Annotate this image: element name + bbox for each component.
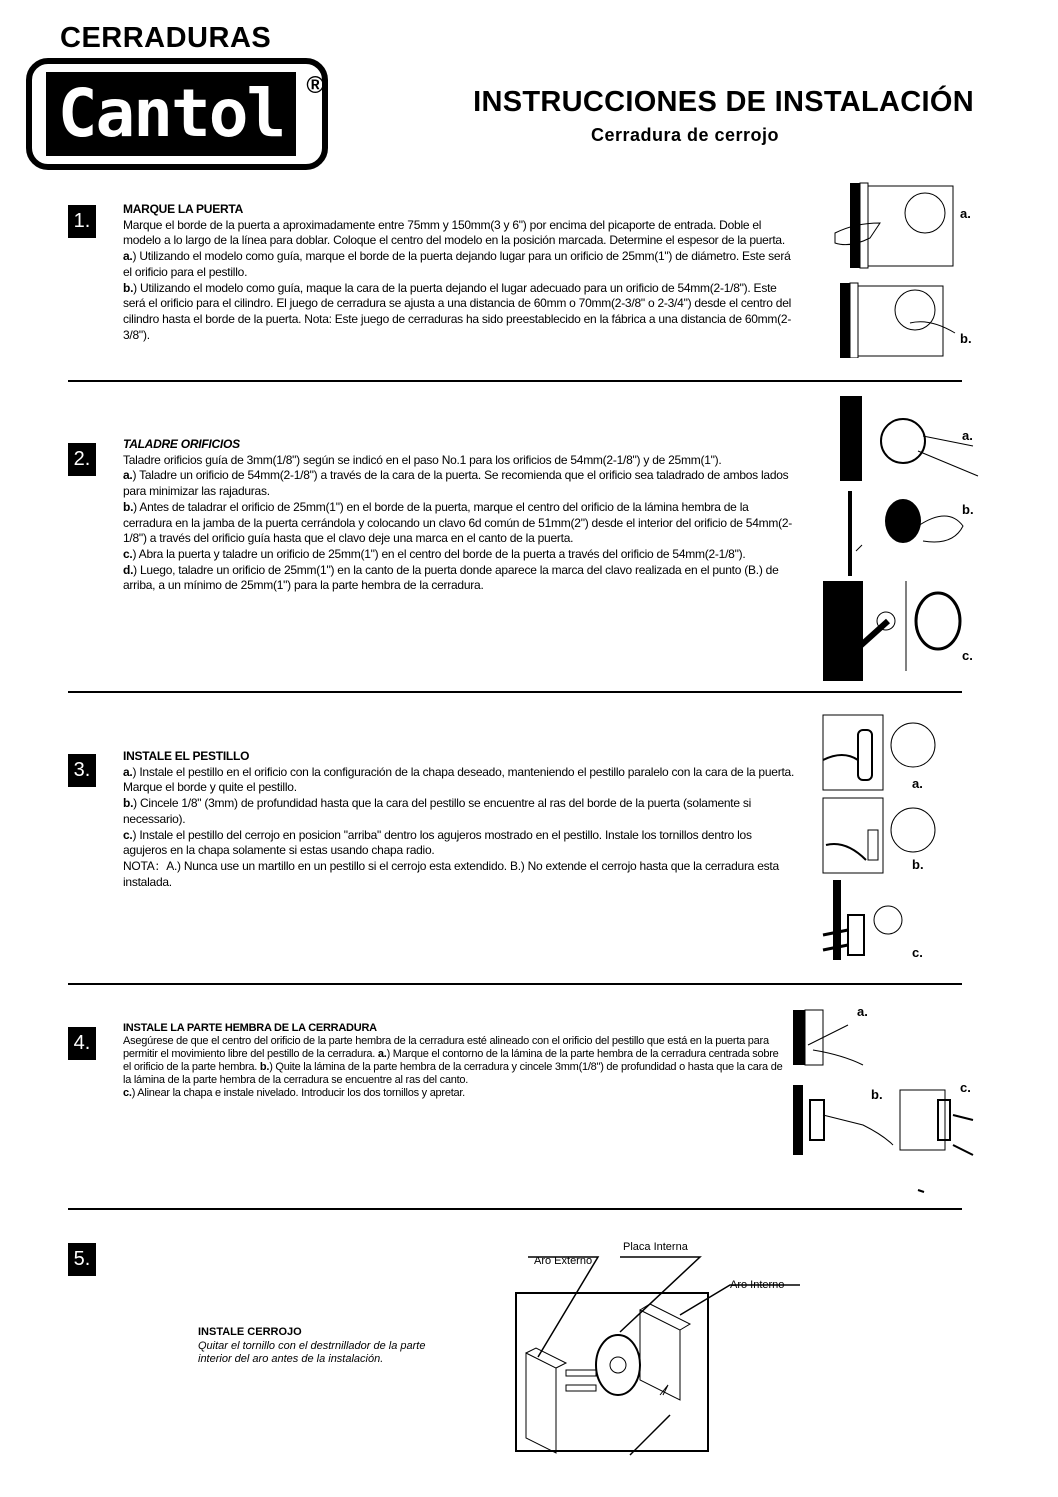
step-3-heading: INSTALE EL PESTILLO (123, 749, 250, 763)
step-3-figure-label-b: b. (912, 857, 924, 872)
step-5-heading: INSTALE CERROJO (198, 1326, 302, 1338)
step-1-illustration (830, 178, 960, 358)
step-number-1: 1. (68, 205, 96, 238)
step-3-item-c: c.) Instale el pestillo del cerrojo en posicion "arriba" dentro los agujeros mostrado en el pestillo. Instale los tornillos dentro los agujeros en la chapa solamente si estas usando chapa radio. (123, 827, 752, 858)
step-2-figure-label-a: a. (962, 428, 973, 443)
step-4-body: Asegúrese de que el centro del orificio de la parte hembra de la cerradura esté alineado con el orificio del pestillo que está en la puerta para permitir el movimiento libre del pestillo de la cerradura. a.) Marque el contorno de la lámina de la parte hembra de la cerradura centrada sobre el orificio de la parte hembra. b.) Quite la lámina de la parte hembra de la cerradura y cincele 3mm(1/8") de profundidad o hasta que la cara de la lámina de la parte hembra de la cerradura se encuentre al ras del canto. (123, 1035, 783, 1086)
brand-line: CERRADURAS (60, 22, 272, 54)
step-2-heading: TALADRE ORIFICIOS (123, 437, 240, 451)
step-3-figure-label-c: c. (912, 945, 923, 960)
step-3-illustration (818, 710, 958, 970)
step-2-item-b: b.) Antes de taladrar el orificio de 25mm(1") en el borde de la puerta, marque el centro del orificio de la lámina hembra de la cerradura en la jamba de la puerta cerrándola y colocando un clavo 6d común de 51mm(2") desde el interior del orificio de 54mm(2-1/8") a través del orificio guía hasta que el clavo deje una marca en el canto de la puerta. (123, 499, 793, 546)
step-3-figure-label-a: a. (912, 776, 923, 791)
step-2-item-a: a.) Taladre un orificio de 54mm(2-1/8") a través de la cara de la puerta. Se recomienda que el orificio sea taladrado de ambos lados para minimizar las rajaduras. (123, 468, 789, 499)
step-1-item-a: a.) Utilizando el modelo como guía, marque el borde de la puerta dejando lugar para un orificio de 25mm(1") de diámetro. Este será el orificio para el pestillo. (123, 249, 791, 279)
step-2-intro: Taladre orificios guía de 3mm(1/8") según se indicó en el paso No.1 para los orificios de 54mm(2-1/8") y de 25mm(1"). (123, 452, 722, 467)
step-4-illustration (788, 1005, 978, 1200)
step-3-item-a: a.) Instale el pestillo en el orificio con la configuración de la chapa deseado, manteniendo el pestillo paralelo con la cara de la puerta. Marque el borde y quite el pestillo. (123, 764, 795, 795)
step-5-description: Quitar el tornillo con el destrnillador de la parte interior del aro antes de la instalación. (198, 1340, 426, 1365)
step-1-item-b: b.) Utilizando el modelo como guía, maque la cara de la puerta dejando el lugar adecuado para un orificio de 54mm(2-1/8"). Este será el orificio para el cilindro. El juego de cerradura se ajusta a una distancia de 60mm o 70mm(2-3/8" o 2-3/4") desde el centro del cilindro hasta el borde de la puerta. Nota: Este juego de cerraduras ha sido preestablecido en la fábrica a una distancia de 60mm(2-3/8"). (123, 280, 792, 342)
section-divider (68, 1208, 962, 1210)
step-3-text (123, 749, 795, 890)
step-number-3: 3. (68, 754, 96, 787)
logo-text: Cantol (46, 72, 296, 156)
step-1-heading: MARQUE LA PUERTA (123, 202, 243, 216)
step-4-figure-label-a: a. (857, 1004, 868, 1019)
section-divider (68, 380, 962, 382)
step-4-figure-label-c: c. (960, 1080, 971, 1095)
callout-placa-interna: Placa Interna (623, 1241, 688, 1253)
step-3-item-b: b.) Cincele 1/8" (3mm) de profundidad hasta que la cara del pestillo se encuentre al ras del borde de la puerta (solamente si necessario). (123, 796, 752, 826)
section-divider (68, 691, 962, 693)
callout-aro-externo: Aro Externo (534, 1255, 593, 1267)
deadbolt-exploded-diagram (500, 1245, 810, 1460)
step-1-text (123, 202, 795, 343)
step-2-text (123, 437, 795, 594)
page-subtitle: Cerradura de cerrojo (590, 125, 780, 145)
step-4-item-c: c.) Alinear la chapa e instale nivelado. Introducir los dos tornillos y apretar. (123, 1087, 465, 1099)
step-number-4: 4. (68, 1027, 96, 1060)
step-4-text (123, 1022, 783, 1100)
section-divider (68, 983, 962, 985)
step-2-figure-label-b: b. (962, 502, 974, 517)
step-number-5: 5. (68, 1243, 96, 1276)
step-4-heading: INSTALE LA PARTE HEMBRA DE LA CERRADURA (123, 1022, 377, 1034)
step-2-item-d: d.) Luego, taladre un orificio de 25mm(1") en la canto de la puerta donde aparece la marca del clavo realizada en el punto (B.) de arriba, a un mínimo de 25mm(1") para la parte hembra de la cerradura. (123, 562, 779, 593)
registered-mark: ® (306, 72, 324, 99)
step-1-figure-label-a: a. (960, 206, 971, 221)
step-1-figure-label-b: b. (960, 331, 972, 346)
callout-aro-interno: Aro Interno (730, 1279, 785, 1291)
cantol-logo (26, 58, 328, 170)
step-2-figure-label-c: c. (962, 648, 973, 663)
step-2-item-c: c.) Abra la puerta y taladre un orificio de 25mm(1") en el centro del borde de la puerta a través del orificio de 54mm(2-1/8"). (123, 546, 746, 561)
step-number-2: 2. (68, 443, 96, 476)
step-1-intro: Marque el borde de la puerta a aproximadamente entre 75mm y 150mm(3 y 6") por encima del picaporte de entrada. Doble el modelo a lo largo de la línea para doblar. Coloque el centro del modelo en la posición marcada. Determine el espesor de la puerta. (123, 217, 785, 248)
page-title: INSTRUCCIONES DE INSTALACIÓN (473, 86, 974, 118)
step-3-note: NOTA：A.) Nunca use un martillo en un pestillo si el cerrojo esta extendido. B.) No extende el cerrojo hasta que la cerradura esta instalada. (123, 858, 779, 889)
step-4-figure-label-b: b. (871, 1087, 883, 1102)
